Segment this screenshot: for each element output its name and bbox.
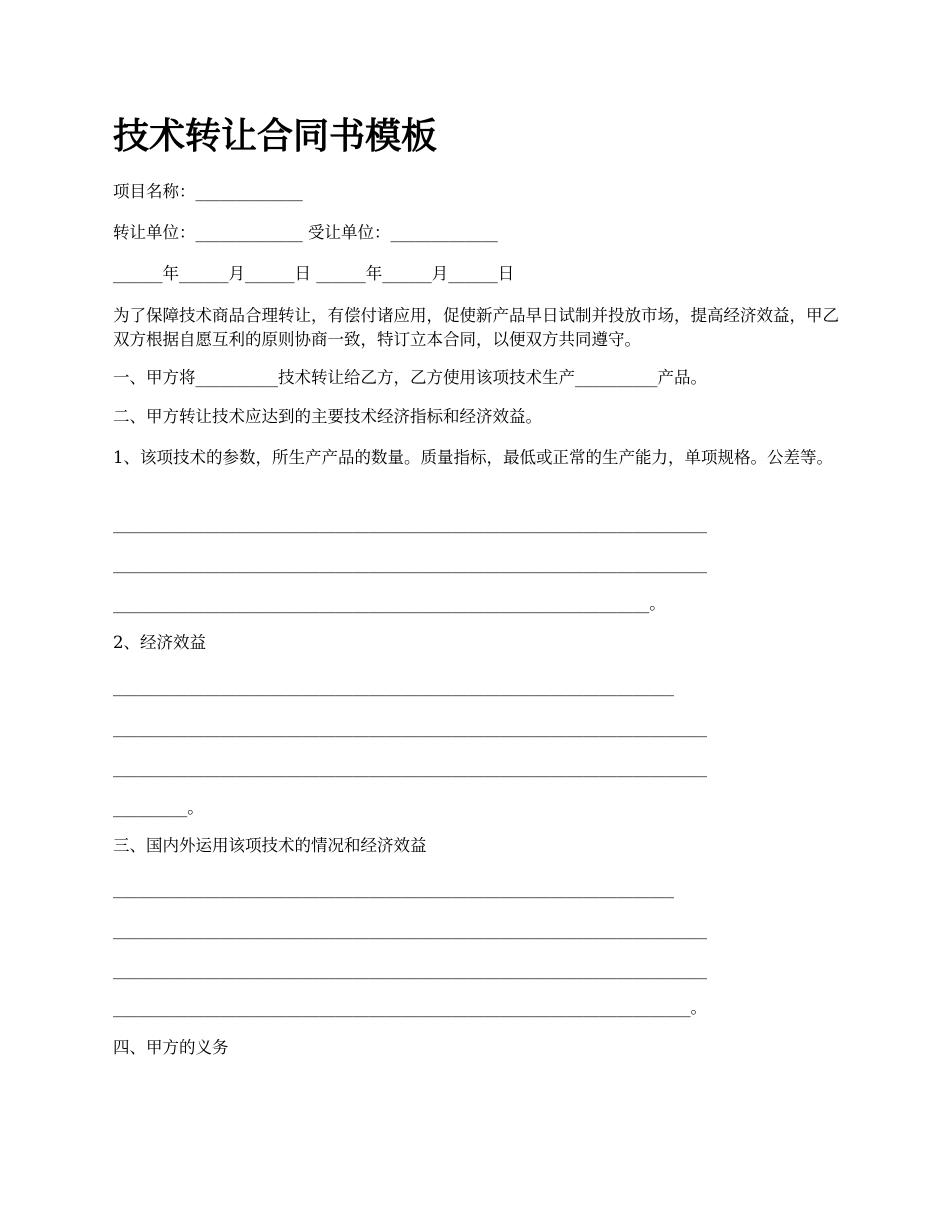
clause-3-blank-line: ________________________________________________________________________ xyxy=(113,960,707,979)
item-2-blank-line: ____________________________________________________________________ xyxy=(113,677,674,696)
intro-paragraph: 为了保障技术商品合理转让，有偿付诸应用，促使新产品早日试制并投放市场，提高经济效益，甲乙双方根据自愿互利的原则协商一致，特订立本合同，以便双方共同遵守。 xyxy=(113,306,839,349)
clause-2: 二、甲方转让技术应达到的主要技术经济指标和经济效益。 xyxy=(113,407,542,426)
clause-3-blank-line: ______________________________________________________________________。 xyxy=(113,998,707,1017)
item-2-heading: 2、经济效益 xyxy=(113,633,206,652)
item-1-blank-line: ________________________________________________________________________ xyxy=(113,514,707,533)
project-name-line: 项目名称：_____________ xyxy=(113,182,303,201)
clause-3: 三、国内外运用该项技术的情况和经济效益 xyxy=(113,836,427,855)
clause-3-blank-line: ________________________________________________________________________ xyxy=(113,920,707,939)
clause-3-blank-line: ____________________________________________________________________ xyxy=(113,879,674,898)
item-1-blank-line: ________________________________________________________________________ xyxy=(113,554,707,573)
item-1-paragraph: 1、该项技术的参数，所生产产品的数量。质量指标，最低或正常的生产能力，单项规格。公差等。 xyxy=(113,448,833,467)
parties-line: 转让单位：_____________ 受让单位：_____________ xyxy=(113,223,498,242)
item-2-blank-line: _________。 xyxy=(113,798,204,817)
dates-line: ______年______月______日 ______年______月______日 xyxy=(113,264,515,283)
item-1-blank-line: _________________________________________________________________。 xyxy=(113,594,666,613)
document-title: 技术转让合同书模板 xyxy=(113,115,438,157)
clause-1: 一、甲方将__________技术转让给乙方，乙方使用该项技术生产__________产品。 xyxy=(113,368,707,387)
item-2-blank-line: ________________________________________________________________________ xyxy=(113,758,707,777)
item-2-blank-line: ________________________________________________________________________ xyxy=(113,718,707,737)
clause-4: 四、甲方的义务 xyxy=(113,1038,229,1057)
